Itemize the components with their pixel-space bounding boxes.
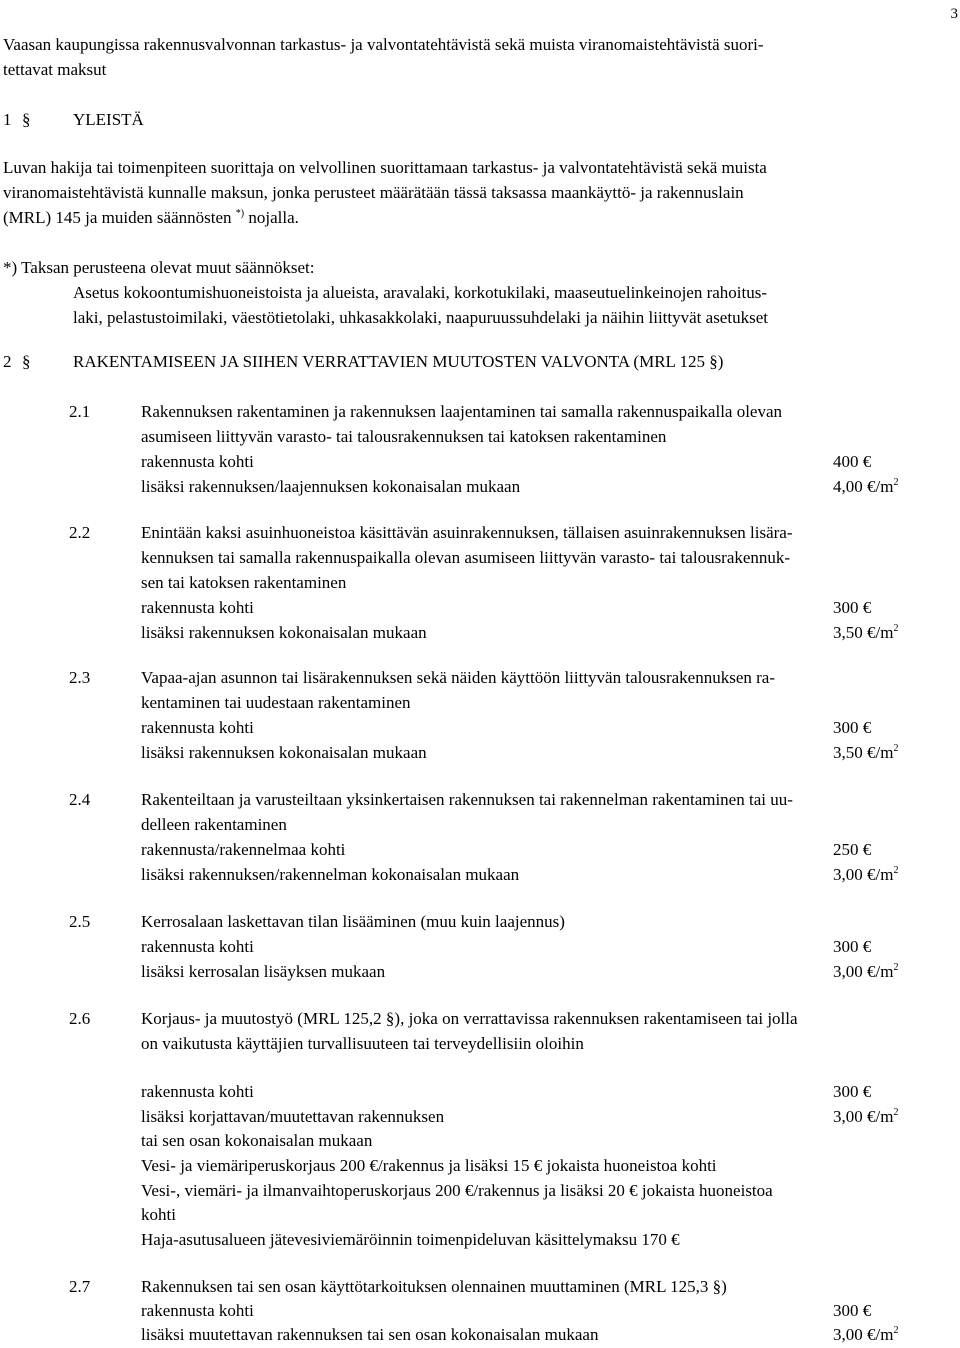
item-text-line: kentaminen tai uudestaan rakentaminen: [141, 693, 411, 712]
section-title: [73, 350, 723, 374]
page-number: 3: [950, 6, 958, 22]
fee-label: lisäksi rakennuksen/laajennuksen kokonaisalan mukaan: [141, 477, 521, 496]
fee-label: lisäksi rakennuksen/rakennelman kokonaisalan mukaan: [141, 865, 520, 884]
unit-superscript: 2: [893, 743, 899, 754]
item-text-line: kennuksen tai samalla rakennuspaikalla olevan asumiseen liittyvän varasto- tai talousrakennuk-: [141, 548, 791, 567]
item-number: 2.5: [69, 912, 91, 931]
fee-label: lisäksi korjattavan/muutettavan rakennuksen: [141, 1107, 445, 1126]
fee-label: rakennusta kohti: [141, 1301, 254, 1320]
extra-fee-line: kohti: [141, 1205, 176, 1224]
item-number: 2.2: [69, 523, 91, 542]
note-title: *) Taksan perusteena olevat muut säännökset:: [3, 258, 315, 277]
fee-label: lisäksi rakennuksen kokonaisalan mukaan: [141, 623, 427, 642]
section-title: YLEISTÄ: [73, 110, 144, 129]
unit-superscript: 2: [893, 1107, 899, 1118]
fee-item-2-3: [0, 666, 960, 766]
item-text-line: sen tai katoksen rakentaminen: [141, 573, 347, 592]
extra-fee-line: Vesi- ja viemäriperuskorjaus 200 €/rakennus ja lisäksi 15 € jokaista huoneistoa kohti: [141, 1156, 717, 1175]
fee-amount-text: 3,50 €/m: [833, 623, 894, 642]
section-1-heading: [0, 108, 960, 132]
document-title-line-2: tettavat maksut: [3, 60, 107, 79]
intro-line-3-text: (MRL) 145 ja muiden säännösten: [3, 208, 232, 227]
fee-amount: 300 €: [833, 1301, 872, 1320]
fee-amount: 400 €: [833, 452, 872, 471]
fee-amount-text: 3,00 €/m: [833, 1107, 894, 1126]
fee-amount: [833, 1105, 898, 1129]
item-text-line: Enintään kaksi asuinhuoneistoa käsittävän asuinrakennuksen, tällaisen asuinrakennuksen lisära-: [141, 523, 793, 542]
section-title-text: RAKENTAMISEEN JA SIIHEN VERRATTAVIEN MUUTOSTEN VALVONTA (MRL 125: [73, 352, 706, 371]
fee-label: rakennusta kohti: [141, 598, 254, 617]
fee-item-2-4: [0, 788, 960, 888]
section-mark-inline: §: [385, 1009, 395, 1028]
item-number: 2.1: [69, 402, 91, 421]
unit-superscript: 2: [893, 962, 899, 973]
section-mark-inline: §: [709, 352, 718, 371]
fee-label: lisäksi rakennuksen kokonaisalan mukaan: [141, 743, 427, 762]
item-text-line: Rakenteiltaan ja varusteiltaan yksinkertaisen rakennuksen tai rakennelman rakentaminen tai uu-: [141, 790, 793, 809]
note-line-1: Asetus kokoontumishuoneistoista ja alueista, aravalaki, korkotukilaki, maaseutuelinkeinojen rahoitus-: [73, 283, 768, 302]
intro-line-2: viranomaistehtävistä kunnalle maksun, jonka perusteet määrätään tässä taksassa maankäyttö- ja rakennuslain: [3, 183, 744, 202]
fee-amount: [833, 863, 898, 887]
section-mark: §: [22, 352, 31, 371]
unit-superscript: 2: [893, 865, 899, 876]
item-number: 2.7: [69, 1277, 91, 1296]
item-text-part: Korjaus- ja muutostyö (MRL 125,2: [141, 1009, 382, 1028]
item-text-part: ), joka on verrattavissa rakennuksen rakentamiseen tai jolla: [394, 1009, 798, 1028]
fee-amount: [833, 960, 898, 984]
fee-amount-text: 3,00 €/m: [833, 962, 894, 981]
fee-label: rakennusta kohti: [141, 937, 254, 956]
fee-label: rakennusta/rakennelmaa kohti: [141, 840, 346, 859]
section-mark: §: [22, 110, 31, 129]
intro-line-3-end: nojalla.: [244, 208, 299, 227]
item-number: 2.3: [69, 668, 91, 687]
fee-amount-text: 3,50 €/m: [833, 743, 894, 762]
fee-label: lisäksi muutettavan rakennuksen tai sen osan kokonaisalan mukaan: [141, 1325, 599, 1344]
unit-superscript: 2: [893, 477, 899, 488]
unit-superscript: 2: [893, 1325, 899, 1336]
item-text-line: Vapaa-ajan asunnon tai lisärakennuksen sekä näiden käyttöön liittyvän talousrakennuksen ra-: [141, 668, 775, 687]
fee-amount-text: 4,00 €/m: [833, 477, 894, 496]
fee-amount-text: 3,00 €/m: [833, 865, 894, 884]
document-title-line-1: Vaasan kaupungissa rakennusvalvonnan tarkastus- ja valvontatehtävistä sekä muista viranomaistehtävistä suori-: [3, 35, 764, 54]
item-text-line: on vaikutusta käyttäjien turvallisuuteen tai terveydellisiin oloihin: [141, 1034, 584, 1053]
fee-label: lisäksi kerrosalan lisäyksen mukaan: [141, 962, 386, 981]
footnote-mark: *): [235, 208, 245, 219]
fee-item-2-7: [0, 1275, 960, 1348]
extra-fee-line: Haja-asutusalueen jätevesiviemäröinnin toimenpideluvan käsittelymaksu 170 €: [141, 1230, 680, 1249]
fee-amount: 300 €: [833, 937, 872, 956]
fee-item-2-6: [0, 1007, 960, 1252]
intro-line-3: [3, 206, 299, 230]
fee-amount-text: 3,00 €/m: [833, 1325, 894, 1344]
item-number: 2.6: [69, 1009, 91, 1028]
fee-amount: [833, 621, 898, 645]
fee-amount: 300 €: [833, 598, 872, 617]
fee-amount: [833, 741, 898, 765]
fee-amount: 250 €: [833, 840, 872, 859]
fee-amount: [833, 475, 898, 499]
section-number: 2: [3, 352, 12, 371]
item-text-line: Rakennuksen tai sen osan käyttötarkoituksen olennainen muuttaminen (MRL 125,3 §): [141, 1277, 727, 1296]
fee-amount: [833, 1323, 898, 1347]
fee-amount: 300 €: [833, 718, 872, 737]
item-text-line: asumiseen liittyvän varasto- tai talousrakennuksen tai katoksen rakentaminen: [141, 427, 667, 446]
fee-amount: 300 €: [833, 1082, 872, 1101]
item-text-line: Rakennuksen rakentaminen ja rakennuksen laajentaminen tai samalla rakennuspaikalla olevan: [141, 402, 783, 421]
section-number: 1: [3, 110, 12, 129]
fee-item-2-2: [0, 521, 960, 646]
item-text-line: [141, 1007, 798, 1031]
fee-label: rakennusta kohti: [141, 718, 254, 737]
item-text-line: delleen rakentaminen: [141, 815, 287, 834]
fee-label-continued: tai sen osan kokonaisalan mukaan: [141, 1131, 373, 1150]
note-line-2: laki, pelastustoimilaki, väestötietolaki, uhkasakkolaki, naapuruussuhdelaki ja näihin liittyvät asetukset: [73, 308, 768, 327]
section-title-close: ): [717, 352, 724, 371]
extra-fee-line: Vesi-, viemäri- ja ilmanvaihtoperuskorjaus 200 €/rakennus ja lisäksi 20 € jokaista huoneistoa: [141, 1181, 773, 1200]
fee-item-2-1: [0, 400, 960, 500]
intro-line-1: Luvan hakija tai toimenpiteen suorittaja on velvollinen suorittamaan tarkastus- ja valvontatehtävistä sekä muista: [3, 158, 767, 177]
fee-label: rakennusta kohti: [141, 452, 254, 471]
item-number: 2.4: [69, 790, 91, 809]
unit-superscript: 2: [893, 623, 899, 634]
item-text-line: Kerrosalaan laskettavan tilan lisääminen (muu kuin laajennus): [141, 912, 565, 931]
fee-label: rakennusta kohti: [141, 1082, 254, 1101]
fee-item-2-5: [0, 910, 960, 985]
section-2-heading: [0, 350, 960, 374]
